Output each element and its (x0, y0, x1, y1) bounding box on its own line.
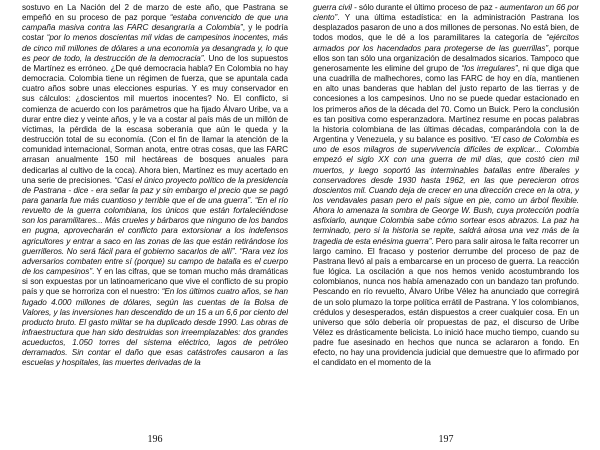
text-segment: sostuvo en La Nación del 2 de marzo de este año, que Pastrana se empeñó en su proceso de paz porque (22, 3, 288, 23)
right-page (313, 3, 579, 445)
text-segment: . (234, 246, 240, 256)
text-segment: . Y una última estadística: en la administración Pastrana los desplazados pasaron de uno a dos millones de personas. No está bien, de todos modos, que le dé a los paramilitares la categoría de (313, 13, 579, 43)
text-segment: , porque ellos son tan sólo una organización de desalmados sicarios. Tampoco que generosamente les elimine del grupo de (313, 43, 579, 73)
quote-segment: “En los últimos cuatro años, se han fugado 4.000 millones de dólares, según las cuentas de la Bolsa de Valores, y las inversiones han descendido de un 15 a un 6,6 por ciento del producto bruto. El gasto militar se ha duplicado desde 1990. Las obras de infraestructura que han sido destruidas son irreemplazables: dos grandes acueductos, 1.050 torres del sistema eléctrico, lagos de petróleo derramados. Sin contar el daño que esas catástrofes causaron a las escuelas y hospitales, las muertes derivadas de la (22, 287, 288, 368)
left-page-text (22, 3, 288, 423)
right-page-number: 197 (438, 434, 454, 445)
right-page-text (313, 3, 579, 423)
quote-segment: aumentaron un 66 por ciento” (313, 3, 579, 23)
quote-segment: “por lo menos doscientas mil vidas de campesinos inocentes, más de cinco mil millones de dólares a una economía ya desangrada y, lo que es peor de todo, la destrucción de la democracia” (22, 33, 288, 63)
text-segment: . Uno de los supuestos de Martínez es erróneo. ¿De qué democracia habla? En Colombia no hay democracia. Colombia tiene un régimen de fuerza, que se apuntala cada cuatro años sobre unas elecciones espurias. Y es muy conservador en sus cálculos: ¿doscientos mil muertos inocentes? No. El conflicto, si comienza de acuerdo con los parámetros que ha fijado Álvaro Uribe, va a durar entre diez y veinte años, y le va a costar al país más de un millón de víctimas, la pérdida de la escasa soberanía que aún le queda y la destrucción total de su economía. (Con el fin de llamar la atención de la comunidad internacional, Sorman anota, entre otras cosas, que las FARC arrasan anualmente 150 mil hectáreas de bosques anuales para dedicarlas al cultivo de la coca). Ahora bien, Martínez es muy acertado en una serie de precisiones. (22, 53, 288, 185)
quote-segment: “ejércitos armados por los hacendados para protegerse de las guerrillas” (313, 33, 579, 53)
quote-segment: “estaba convencido de que una campaña masiva contra las FARC desangraría a Colombia” (22, 13, 288, 33)
text-segment: . Y en las cifras, que se toman mucho más dramáticas si son expuestas por un latinoamericano que vive el conflicto de su propio país y que se horroriza con el nuestro: (22, 267, 288, 297)
text-segment: . (250, 195, 255, 205)
quote-segment: “El caso de Colombia es uno de esos milagros de supervivencia difíciles de explicar... Colombia empezó el siglo XX con una guerra de mil días, que costó cien mil muertos, y luego soportó las interminables batallas entre liberales y conservadores desde 1930 hasta 1962, en las que perecieron otros doscientos mil. Cuando deja de crecer en una dirección crece en la otra, y los vendavales pasan pero el país sigue en pie, como un árbol flexible. Ahora lo amenaza la sombra de George W. Bush, cuya protección podría asfixiarlo, aunque Colombia sabe cómo sortear esos abrazos. La paz ha terminado, pero si la historia se repite, saldrá airosa una vez más de la tragedia de esta enésima guerra” (313, 135, 579, 246)
left-page-number: 196 (147, 434, 163, 445)
text-segment: . Pero para salir airosa le falta recorrer un largo camino. El fracaso y posterior derrumbe del proceso de paz de Pastrana llevó al país a embarcarse en un proceso de guerra. La reacción fue lógica. La oscilación a que nos hemos venido acostumbrando los colombianos, nunca nos había amenazado con un bandazo tan profundo. Pescando en río revuelto, Álvaro Uribe Vélez ha anunciado que corregirá de un solo plumazo la torpe política errátil de Pastrana. Y los colombianos, crédulos y desesperados, están dispuestos a creer cualquier cosa. En un universo que sólo debería oír propuestas de paz, el discurso de Uribe Vélez es drásticamente belicista. Lo inició hace mucho tiempo, cuando su padre fue asesinado en hechos que nunca se aclararon a fondo. En efecto, no hay una providencia judicial que demuestre que lo afirmado por el candidato en el momento de la (313, 236, 579, 368)
quote-segment: “los irregulares” (461, 63, 518, 73)
text-segment: - sólo durante el último proceso de paz - (351, 3, 500, 12)
text-segment: , ni que diga que una cuadrilla de malhechores, como las FARC de hoy en día, mantienen en alto unas banderas que hablan del justo reparto de las tierras y de concesiones a los campesinos. Uno no se puede quedar estacionado en los primeros años de la década del 70. Como un Buick. Pero la conclusión es tan positiva como esperanzadora. Martínez resume en pocas palabras la historia colombiana de las últimas décadas, comparándola con la de Argentina y Venezuela, y su balance es positivo. (313, 63, 579, 145)
quote-segment: “Casi el único proyecto político de la presidencia de Pastrana - dice - era sellar la paz y sin embargo el precio que se pagó para ganarla fue más cuantioso y terrible que el de una guerra” (22, 175, 288, 205)
quote-segment: “En el río revuelto de la guerra colombiana, los únicos que están fortaleciéndose son los paramilitares... Más crueles y bárbaros que ninguno de los bandos en pugna, aprovecharán el conflicto para extorsionar a los indefensos agricultores y entrar a saco en las zonas de las que están retirándose los guerrilleros. No será fácil para el gobierno sacarlos de allí” (22, 195, 288, 256)
quote-segment: guerra civil (313, 3, 352, 12)
text-segment: , y le podría costar (22, 23, 288, 43)
quote-segment: “Rara vez los adversarios combaten entre sí (porque) su campo de batalla es el cuerpo de los campesinos” (22, 246, 288, 277)
left-page (22, 3, 288, 445)
